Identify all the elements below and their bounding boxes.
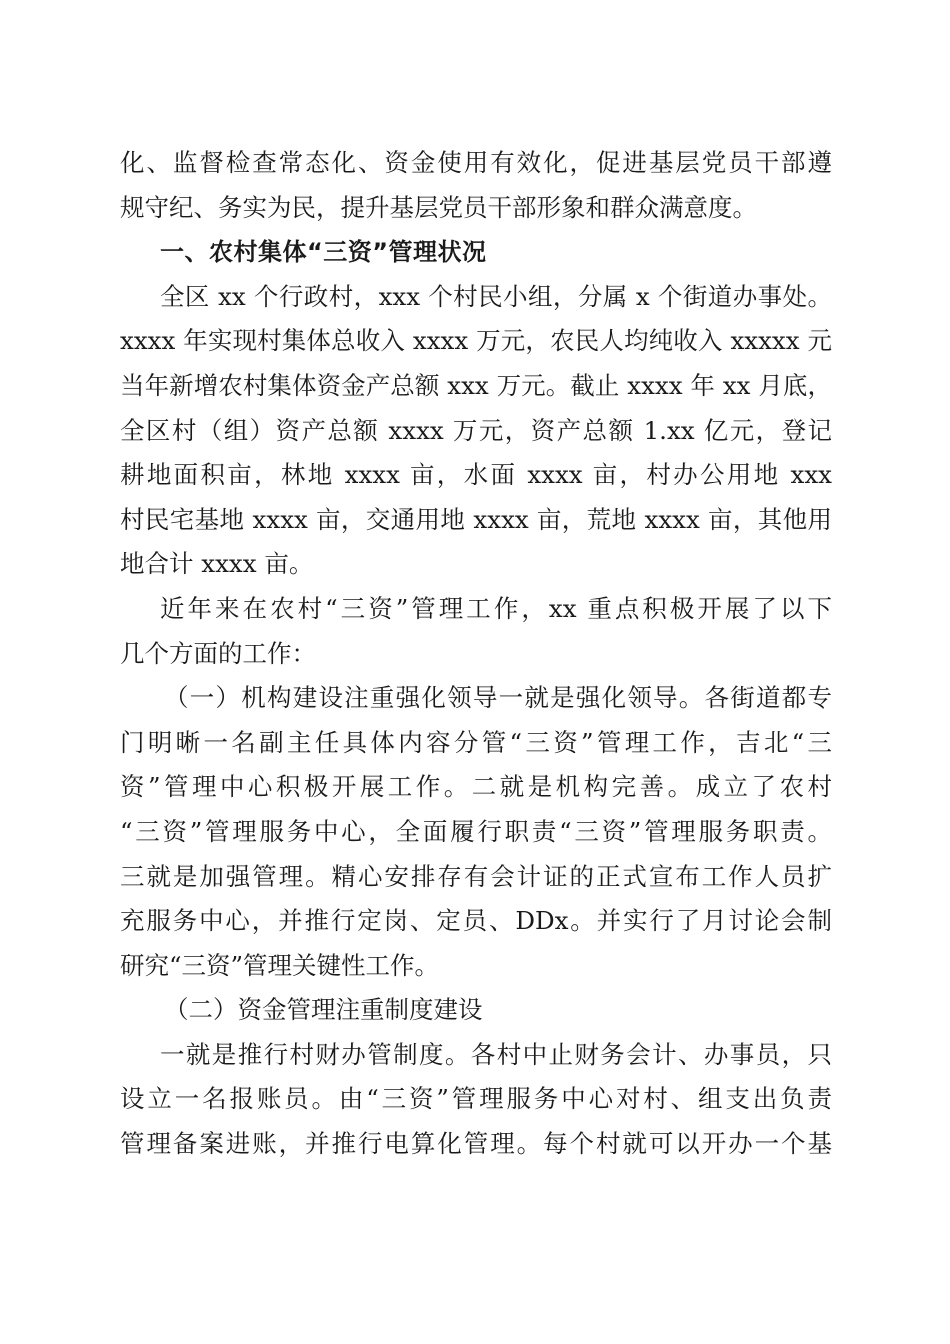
para3-line-5: 三就是加强管理。精心安排存有会计证的正式宣布工作人员扩: [120, 861, 832, 891]
para4-line-2: 设立一名报账员。由“三资”管理服务中心对村、组支出负责: [120, 1084, 832, 1114]
intro-line-1: 化、监督检查常态化、资金使用有效化，促进基层党员干部遵: [120, 148, 832, 177]
para4-line-1: 一就是推行村财办管制度。各村中止财务会计、办事员，只: [160, 1039, 832, 1069]
para1-line-7: 地合计 xxxx 亩。: [120, 549, 314, 579]
para3-line-6: 充服务中心，并推行定岗、定员、DDx。并实行了月讨论会制: [120, 906, 832, 936]
para3-line-3: 资”管理中心积极开展工作。二就是机构完善。成立了农村: [120, 772, 832, 802]
para2-line-2: 几个方面的工作：: [120, 638, 316, 668]
para3-line-1: （一）机构建设注重强化领导一就是强化领导。各街道都专: [164, 683, 832, 713]
para3-line-7: 研究“三资”管理关键性工作。: [120, 950, 440, 980]
para4-line-3: 管理备案进账，并推行电算化管理。每个村就可以开办一个基: [120, 1129, 832, 1159]
para3-line-4: “三资”管理服务中心，全面履行职责“三资”管理服务职责。: [120, 816, 832, 846]
para1-line-2: xxxx 年实现村集体总收入 xxxx 万元，农民人均纯收入 xxxxx 元: [120, 326, 832, 356]
subheading-2: （二）资金管理注重制度建设: [164, 995, 483, 1025]
para1-line-5: 耕地面积亩，林地 xxxx 亩，水面 xxxx 亩，村办公用地 xxx: [120, 460, 832, 490]
document-body: [120, 141, 832, 1167]
para1-line-1: 全区 xx 个行政村，xxx 个村民小组，分属 x 个街道办事处。: [160, 281, 832, 311]
section-heading-1: 一、农村集体“三资”管理状况: [160, 238, 487, 267]
para2-line-1: 近年来在农村“三资”管理工作，xx 重点积极开展了以下: [160, 593, 832, 623]
para1-line-3: 当年新增农村集体资金产总额 xxx 万元。截止 xxxx 年 xx 月底，: [120, 370, 832, 400]
para3-line-2: 门明晰一名副主任具体内容分管“三资”管理工作，吉北“三: [120, 727, 832, 757]
intro-line-2: 规守纪、务实为民，提升基层党员干部形象和群众满意度。: [120, 192, 757, 222]
para1-line-6: 村民宅基地 xxxx 亩，交通用地 xxxx 亩，荒地 xxxx 亩，其他用: [120, 504, 832, 534]
para1-line-4: 全区村（组）资产总额 xxxx 万元，资产总额 1.xx 亿元，登记: [120, 415, 832, 445]
